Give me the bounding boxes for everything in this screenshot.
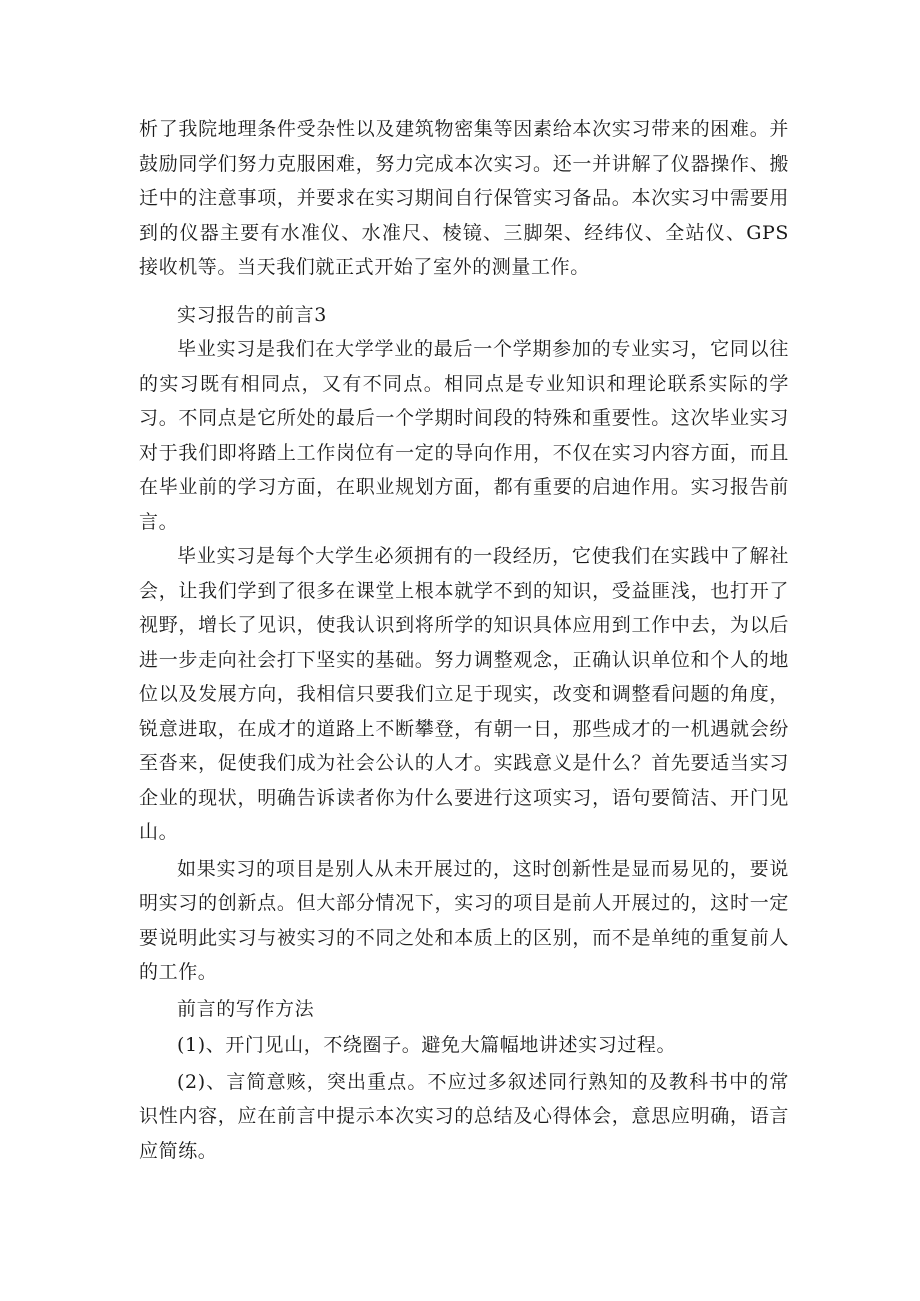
paragraph: 毕业实习是我们在大学学业的最后一个学期参加的专业实习，它同以往的实习既有相同点，又有不同点。相同点是专业知识和理论联系实际的学习。不同点是它所处的最后一个学期时间段的特殊和重要性。这次毕业实习对于我们即将踏上工作岗位有一定的导向作用，不仅在实习内容方面，而且在毕业前的学习方面，在职业规划方面，都有重要的启迪作用。实习报告前言。 bbox=[139, 338, 789, 533]
section-heading: 实习报告的前言3 bbox=[177, 303, 327, 326]
document-body bbox=[139, 112, 789, 1168]
paragraph: 毕业实习是每个大学生必须拥有的一段经历，它使我们在实践中了解社会，让我们学到了很多在课堂上根本就学不到的知识，受益匪浅，也打开了视野，增长了见识，使我认识到将所学的知识具体应用到工作中去，为以后进一步走向社会打下坚实的基础。努力调整观念，正确认识单位和个人的地位以及发展方向，我相信只要我们立足于现实，改变和调整看问题的角度，锐意进取，在成才的道路上不断攀登，有朝一日，那些成才的一机遇就会纷至沓来，促使我们成为社会公认的人才。实践意义是什么？首先要适当实习企业的现状，明确告诉读者你为什么要进行这项实习，语句要简洁、开门见山。 bbox=[139, 545, 789, 843]
subheading: 前言的写作方法 bbox=[177, 997, 315, 1020]
paragraph: 如果实习的项目是别人从未开展过的，这时创新性是显而易见的，要说明实习的创新点。但大部分情况下，实习的项目是前人开展过的，这时一定要说明此实习与被实习的不同之处和本质上的区别，而不是单纯的重复前人的工作。 bbox=[139, 857, 789, 983]
list-item: (2)、言简意赅，突出重点。不应过多叙述同行熟知的及教科书中的常识性内容，应在前言中提示本次实习的总结及心得体会，意思应明确，语言应简练。 bbox=[139, 1070, 789, 1162]
list-item: (1)、开门见山，不绕圈子。避免大篇幅地讲述实习过程。 bbox=[177, 1034, 677, 1056]
paragraph-continuation: 析了我院地理条件受杂性以及建筑物密集等因素给本次实习带来的困难。并鼓励同学们努力克服困难，努力完成本次实习。还一并讲解了仪器操作、搬迁中的注意事项，并要求在实习期间自行保管实习备品。本次实习中需要用到的仪器主要有水准仪、水准尺、棱镜、三脚架、经纬仪、全站仪、GPS接收机等。当天我们就正式开始了室外的测量工作。 bbox=[139, 118, 789, 278]
